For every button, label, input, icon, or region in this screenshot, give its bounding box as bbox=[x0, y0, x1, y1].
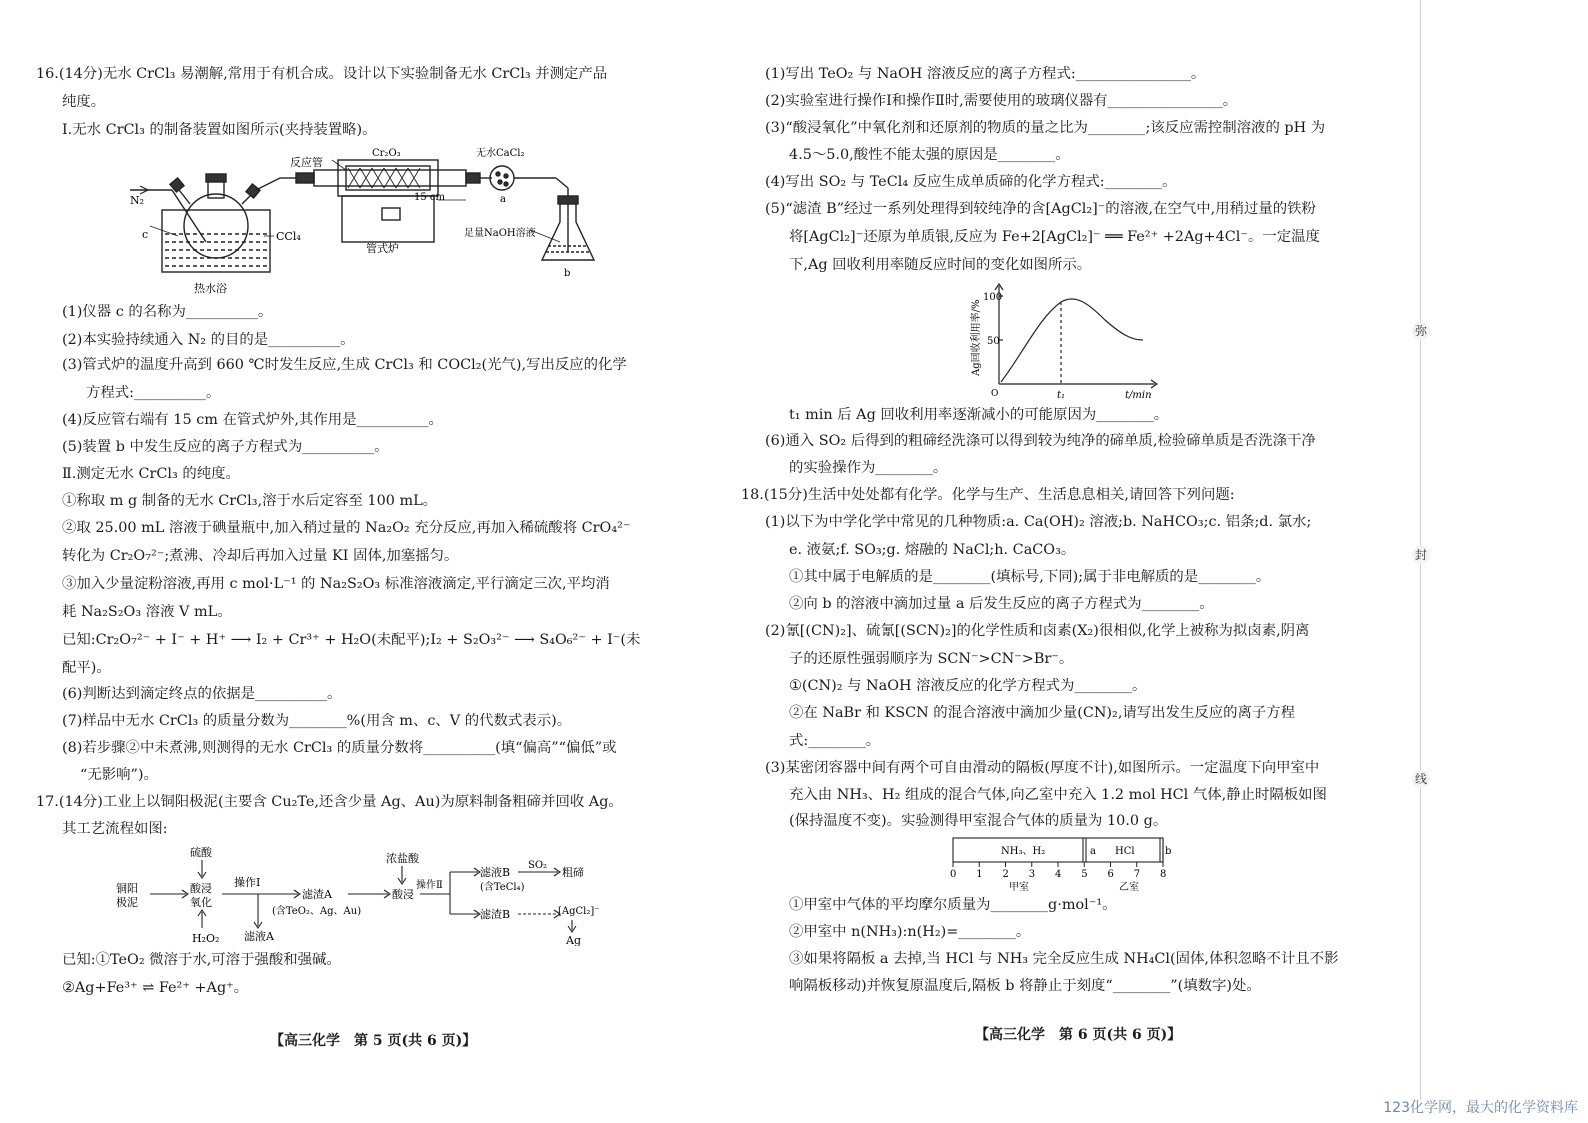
q17-1: (1)写出 TeO₂ 与 NaOH 溶液反应的离子方程式:________________。 bbox=[765, 66, 1206, 82]
q16-1: (1)仪器 c 的名称为__________。 bbox=[62, 304, 273, 320]
graph-origin: O bbox=[991, 389, 999, 399]
step-1: ①称取 m g 制备的无水 CrCl₃,溶于水后定容至 100 mL。 bbox=[62, 493, 438, 509]
flow-residue-b: 滤渣B bbox=[480, 908, 511, 921]
flow-ag: Ag bbox=[566, 934, 581, 946]
q16-4: (4)反应管右端有 15 cm 在管式炉外,其作用是__________。 bbox=[62, 412, 443, 428]
q18-2-sub1: ①(CN)₂ 与 NaOH 溶液反应的化学方程式为________。 bbox=[789, 678, 1147, 694]
recovery-rate-graph bbox=[965, 280, 1165, 402]
q17-3: (3)“酸浸氧化”中氧化剂和还原剂的物质的量之比为________;该反应需控制溶液的 pH 为 bbox=[765, 120, 1326, 136]
q17-intro-cont: 其工艺流程如图: bbox=[62, 821, 168, 837]
q16-part2-heading: Ⅱ.测定无水 CrCl₃ 的纯度。 bbox=[62, 466, 240, 482]
q17-6-cont: 的实验操作为________。 bbox=[789, 460, 948, 476]
q16-2: (2)本实验持续通入 N₂ 的目的是__________。 bbox=[62, 332, 355, 348]
graph-y-label: Ag回收利用率/% bbox=[971, 299, 982, 376]
right-page bbox=[741, 0, 1435, 1123]
partition-b-label: b bbox=[1165, 846, 1172, 857]
q16-part1-heading: Ⅰ.无水 CrCl₃ 的制备装置如图所示(夹持装置略)。 bbox=[62, 122, 377, 138]
q17-3-cont: 4.5～5.0,酸性不能太强的原因是________。 bbox=[789, 147, 1070, 163]
flow-hcl: 浓盐酸 bbox=[386, 852, 419, 865]
furnace-label: 管式炉 bbox=[366, 242, 399, 255]
flow-op1: 操作Ⅰ bbox=[234, 876, 261, 889]
page-footer-right: 【高三化学 第 6 页(共 6 页)】 bbox=[975, 1027, 1182, 1043]
flow-leach: 酸浸 bbox=[392, 888, 414, 901]
scale-tick-label: 3 bbox=[1028, 869, 1036, 880]
n2-label: N₂ bbox=[130, 194, 145, 207]
hot-bath-label: 热水浴 bbox=[194, 282, 227, 295]
q17-known-1: 已知:①TeO₂ 微溶于水,可溶于强酸和强碱。 bbox=[62, 952, 341, 968]
flow-residue-a: 滤渣A bbox=[302, 888, 332, 901]
q17-5-question: t₁ min 后 Ag 回收利用率逐渐减小的可能原因为________。 bbox=[789, 407, 1169, 423]
q17-4: (4)写出 SO₂ 与 TeCl₄ 反应生成单质碲的化学方程式:________。 bbox=[765, 174, 1177, 190]
q16-8: (8)若步骤②中未煮沸,则测得的无水 CrCl₃ 的质量分数将__________(填“偏高”“偏低”或 bbox=[62, 740, 617, 756]
scale-tick-label: 8 bbox=[1160, 869, 1167, 880]
q18-3-sub3-cont: 响隔板移动)并恢复原温度后,隔板 b 将静止于刻度“________”(填数字)处。 bbox=[789, 978, 1261, 994]
cr2o3-label: Cr₂O₃ bbox=[372, 148, 401, 159]
scale-tick-label: 2 bbox=[1002, 869, 1009, 880]
a-label: a bbox=[500, 194, 506, 205]
container-diagram bbox=[943, 834, 1183, 894]
watermark: 123化学网，最大的化学资料库 bbox=[1383, 1100, 1578, 1116]
q16-7: (7)样品中无水 CrCl₃ 的质量分数为________%(用含 m、c、V 的代数式表示)。 bbox=[62, 713, 572, 729]
flow-agcl2: [AgCl₂]⁻ bbox=[558, 906, 600, 917]
gutter-mark-xian: 线 bbox=[1412, 770, 1430, 788]
flow-mud-1: 铜阳 bbox=[116, 882, 138, 895]
flow-acid-2: 氧化 bbox=[190, 896, 212, 909]
q17-2: (2)实验室进行操作Ⅰ和操作Ⅱ时,需要使用的玻璃仪器有________________。 bbox=[765, 93, 1238, 109]
gutter-mark-mi: 弥 bbox=[1412, 322, 1430, 340]
scale-tick-label: 0 bbox=[950, 869, 957, 880]
q18-3-cont2: (保持温度不变)。实验测得甲室混合气体的质量为 10.0 g。 bbox=[789, 813, 1168, 829]
cacl2-label: 无水CaCl₂ bbox=[476, 148, 525, 159]
room-2-label: 乙室 bbox=[1119, 882, 1139, 893]
q18-intro: 18.(15分)生活中处处都有化学。化学与生产、生活息息相关,请回答下列问题: bbox=[741, 487, 1235, 503]
gas-a-label: NH₃、H₂ bbox=[1001, 846, 1046, 857]
q17-5: (5)“滤渣 B”经过一系列处理得到较纯净的含[AgCl₂]⁻的溶液,在空气中,用稍过量的铁粉 bbox=[765, 201, 1316, 217]
scale-tick-label: 4 bbox=[1055, 869, 1062, 880]
q18-3-sub2: ②甲室中 n(NH₃):n(H₂)=________。 bbox=[789, 924, 1031, 940]
flow-mud-2: 极泥 bbox=[116, 896, 138, 909]
graph-y-100: 100 bbox=[983, 292, 1003, 303]
q16-5: (5)装置 b 中发生反应的离子方程式为__________。 bbox=[62, 439, 389, 455]
known-equations-cont: 配平)。 bbox=[62, 660, 111, 676]
graph-t1: t₁ bbox=[1057, 390, 1066, 401]
flow-h2o2: H₂O₂ bbox=[192, 932, 220, 945]
scale-tick-label: 7 bbox=[1133, 869, 1141, 880]
binding-gutter bbox=[1420, 0, 1588, 1100]
flow-crude-te: 粗碲 bbox=[562, 866, 584, 879]
room-1-label: 甲室 bbox=[1009, 882, 1029, 893]
flow-filtrate-b-content: (含TeCl₄) bbox=[480, 882, 525, 893]
partition-a-label: a bbox=[1090, 846, 1096, 857]
q17-known-2: ②Ag+Fe³⁺ ⇌ Fe²⁺ +Ag⁺。 bbox=[62, 980, 249, 996]
step-3-cont: 耗 Na₂S₂O₃ 溶液 V mL。 bbox=[62, 604, 232, 620]
scale-tick-label: 1 bbox=[976, 869, 983, 880]
ccl4-label: CCl₄ bbox=[276, 230, 301, 243]
q18-1-cont: e. 液氨;f. SO₃;g. 熔融的 NaCl;h. CaCO₃。 bbox=[789, 542, 1076, 558]
flow-filtrate-b: 滤液B bbox=[480, 866, 511, 879]
q16-3: (3)管式炉的温度升高到 660 ℃时发生反应,生成 CrCl₃ 和 COCl₂(光气),写出反应的化学 bbox=[62, 357, 627, 373]
flow-residue-a-content: (含TeO₂、Ag、Au) bbox=[272, 906, 362, 917]
gutter-mark-feng: 封 bbox=[1412, 546, 1430, 564]
q18-1-sub2: ②向 b 的溶液中滴加过量 a 后发生反应的离子方程式为________。 bbox=[789, 596, 1214, 612]
scale-tick-label: 5 bbox=[1081, 869, 1088, 880]
process-flow-chart bbox=[110, 842, 630, 946]
b-label: b bbox=[564, 268, 571, 279]
q18-2-sub2-cont: 式:________。 bbox=[789, 733, 881, 749]
flow-h2so4: 硫酸 bbox=[190, 846, 212, 859]
q17-5-cont2: 下,Ag 回收利用率随反应时间的变化如图所示。 bbox=[789, 257, 1092, 273]
reaction-tube-label: 反应管 bbox=[290, 156, 323, 169]
q18-3-cont: 充入由 NH₃、H₂ 组成的混合气体,向乙室中充入 1.2 mol HCl 气体,静止时隔板如图 bbox=[789, 787, 1327, 803]
known-equations: 已知:Cr₂O₇²⁻ + I⁻ + H⁺ ⟶ I₂ + Cr³⁺ + H₂O(未配平);I₂ + S₂O₃²⁻ ⟶ S₄O₆²⁻ + I⁻(未 bbox=[62, 632, 641, 648]
q17-6: (6)通入 SO₂ 后得到的粗碲经洗涤可以得到较为纯净的碲单质,检验碲单质是否洗涤干净 bbox=[765, 433, 1316, 449]
q18-1: (1)以下为中学化学中常见的几种物质:a. Ca(OH)₂ 溶液;b. NaHCO₃;c. 铝条;d. 氯水; bbox=[765, 514, 1312, 530]
q16-3-cont: 方程式:__________。 bbox=[86, 385, 221, 401]
q16-8-cont: “无影响”)。 bbox=[80, 767, 158, 783]
q18-1-sub1: ①其中属于电解质的是________(填标号,下同);属于非电解质的是________。 bbox=[789, 569, 1271, 585]
gas-b-label: HCl bbox=[1115, 846, 1135, 857]
q17-intro: 17.(14分)工业上以铜阳极泥(主要含 Cu₂Te,还含少量 Ag、Au)为原料制备粗碲并回收 Ag。 bbox=[36, 794, 623, 810]
q18-2-cont: 子的还原性强弱顺序为 SCN⁻>CN⁻>Br⁻。 bbox=[789, 651, 1074, 667]
q18-3-sub3: ③如果将隔板 a 去掉,当 HCl 与 NH₃ 完全反应生成 NH₄Cl(固体,体积忽略不计且不影 bbox=[789, 951, 1339, 967]
scale-tick-label: 6 bbox=[1107, 869, 1114, 880]
left-page bbox=[0, 0, 735, 1123]
flow-filtrate-a: 滤液A bbox=[244, 930, 274, 943]
q16-6: (6)判断达到滴定终点的依据是__________。 bbox=[62, 686, 342, 702]
step-3: ③加入少量淀粉溶液,再用 c mol·L⁻¹ 的 Na₂S₂O₃ 标准溶液滴定,平行滴定三次,平均消 bbox=[62, 576, 610, 592]
flow-acid-1: 酸浸 bbox=[190, 882, 212, 895]
step-2-cont: 转化为 Cr₂O₇²⁻;煮沸、冷却后再加入过量 KI 固体,加塞摇匀。 bbox=[62, 548, 459, 564]
q17-5-cont: 将[AgCl₂]⁻还原为单质银,反应为 Fe+2[AgCl₂]⁻ ══ Fe²⁺ +2Ag+4Cl⁻。一定温度 bbox=[789, 229, 1320, 245]
flow-op2: 操作Ⅱ bbox=[416, 880, 443, 891]
c-label: c bbox=[142, 228, 149, 241]
step-2: ②取 25.00 mL 溶液于碘量瓶中,加入稍过量的 Na₂O₂ 充分反应,再加入稀硫酸将 CrO₄²⁻ bbox=[62, 520, 631, 536]
page-footer-left: 【高三化学 第 5 页(共 6 页)】 bbox=[270, 1033, 477, 1049]
apparatus-diagram bbox=[120, 142, 620, 298]
length-label: 15 cm bbox=[414, 192, 445, 203]
q18-3: (3)某密闭容器中间有两个可自由滑动的隔板(厚度不计),如图所示。一定温度下向甲室中 bbox=[765, 760, 1320, 776]
flow-so2: SO₂ bbox=[528, 860, 548, 871]
q18-2: (2)氰[(CN)₂]、硫氰[(SCN)₂]的化学性质和卤素(X₂)很相似,化学上被称为拟卤素,阴离 bbox=[765, 623, 1310, 639]
q18-3-sub1: ①甲室中气体的平均摩尔质量为________g·mol⁻¹。 bbox=[789, 897, 1117, 913]
graph-y-50: 50 bbox=[987, 336, 1000, 347]
q18-2-sub2: ②在 NaBr 和 KSCN 的混合溶液中滴加少量(CN)₂,请写出发生反应的离子方程 bbox=[789, 705, 1296, 721]
naoh-label: 足量NaOH溶液 bbox=[464, 228, 536, 239]
q16-intro-cont: 纯度。 bbox=[62, 94, 106, 110]
q16-intro: 16.(14分)无水 CrCl₃ 易潮解,常用于有机合成。设计以下实验制备无水 CrCl₃ 并测定产品 bbox=[36, 66, 608, 82]
graph-x-label: t/min bbox=[1125, 390, 1152, 401]
